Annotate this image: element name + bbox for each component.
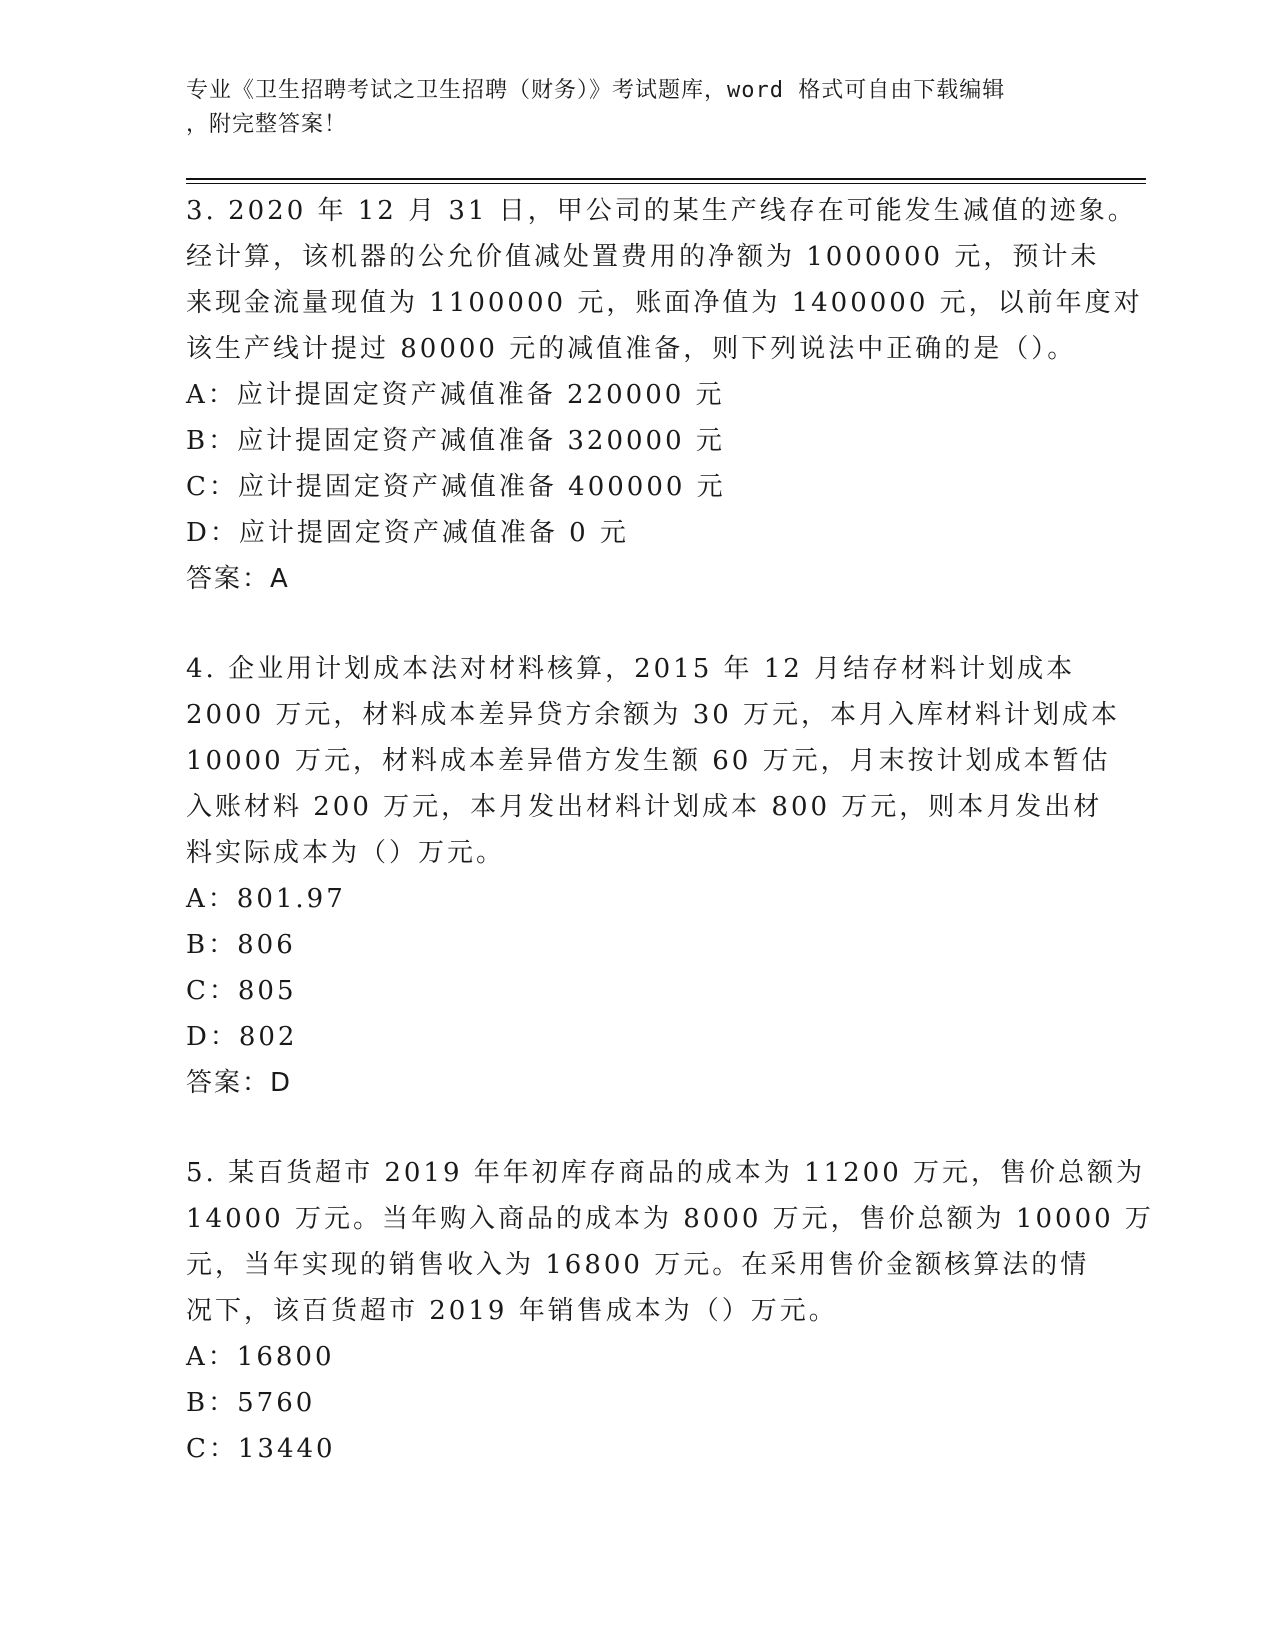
header-line: ，附完整答案！ [186,112,348,137]
question-text-line: 经计算，该机器的公允价值减处置费用的净额为 1000000 元，预计未 [186,242,1100,272]
question-text-line: 5. 某百货超市 2019 年年初库存商品的成本为 11200 万元，售价总额为 [186,1158,1146,1188]
question-3 [186,188,1143,602]
option-b: B：806 [186,930,296,960]
question-text-line: 14000 万元。当年购入商品的成本为 8000 万元，售价总额为 10000 万 [186,1204,1154,1234]
option-b: B：5760 [186,1388,316,1418]
answer-line: 答案：D [186,1068,293,1098]
question-text-line: 况下，该百货超市 2019 年销售成本为（）万元。 [186,1296,838,1326]
question-text-line: 4. 企业用计划成本法对材料核算，2015 年 12 月结存材料计划成本 [186,654,1076,684]
option-c: C：805 [186,976,297,1006]
answer-line: 答案：A [186,564,290,594]
header-line: 专业《卫生招聘考试之卫生招聘（财务）》考试题库，word 格式可自由下载编辑 [186,78,1006,103]
question-text-line: 3. 2020 年 12 月 31 日，甲公司的某生产线存在可能发生减值的迹象。 [186,196,1137,226]
question-text-line: 来现金流量现值为 1100000 元，账面净值为 1400000 元，以前年度对 [186,288,1143,318]
option-a: A：801.97 [186,884,346,914]
question-text-line: 该生产线计提过 80000 元的减值准备，则下列说法中正确的是（）。 [186,334,1077,364]
question-text-line: 2000 万元，材料成本差异贷方余额为 30 万元，本月入库材料计划成本 [186,700,1121,730]
question-5 [186,1150,1154,1472]
header-divider-thin [186,183,1146,184]
option-d: D：802 [186,1022,298,1052]
option-c: C：13440 [186,1434,336,1464]
option-d: D：应计提固定资产减值准备 0 元 [186,518,629,548]
question-4 [186,646,1121,1106]
header-divider-thick [186,178,1146,180]
option-b: B：应计提固定资产减值准备 320000 元 [186,426,725,456]
option-a: A：16800 [186,1342,335,1372]
question-text-line: 料实际成本为（）万元。 [186,838,506,868]
option-a: A：应计提固定资产减值准备 220000 元 [186,380,725,410]
document-header [186,74,1066,142]
question-list [186,188,1154,1516]
question-text-line: 元，当年实现的销售收入为 16800 万元。在采用售价金额核算法的情 [186,1250,1090,1280]
question-text-line: 入账材料 200 万元，本月发出材料计划成本 800 万元，则本月发出材 [186,792,1103,822]
option-c: C：应计提固定资产减值准备 400000 元 [186,472,726,502]
question-text-line: 10000 万元，材料成本差异借方发生额 60 万元，月末按计划成本暂估 [186,746,1111,776]
